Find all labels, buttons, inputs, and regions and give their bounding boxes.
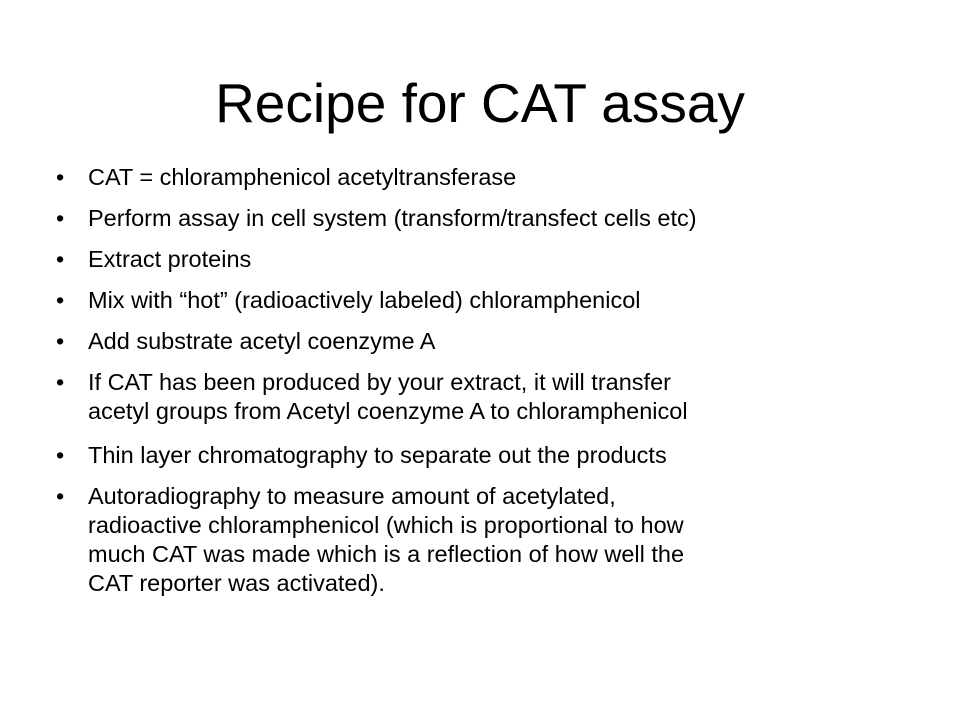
bullet-item (56, 327, 936, 356)
bullet-icon: • (56, 287, 65, 313)
bullet-text: Add substrate acetyl coenzyme A (88, 328, 436, 354)
bullet-text: Thin layer chromatography to separate out the products (88, 442, 667, 468)
bullet-icon: • (56, 442, 65, 468)
bullet-text: Extract proteins (88, 246, 252, 272)
bullet-icon: • (56, 483, 65, 509)
bullet-icon: • (56, 369, 65, 395)
bullet-item (56, 204, 936, 233)
bullet-icon: • (56, 205, 65, 231)
slide-title: Recipe for CAT assay (215, 72, 745, 134)
bullet-text: CAT = chloramphenicol acetyltransferase (88, 164, 517, 190)
bullet-icon: • (56, 246, 65, 272)
bullet-text: If CAT has been produced by your extract, it will transfer acetyl groups from Acetyl coenzyme A to chloramphenicol (88, 369, 688, 424)
bullet-item (56, 441, 936, 470)
bullet-icon: • (56, 328, 65, 354)
bullet-item (56, 163, 936, 192)
bullet-item (56, 286, 936, 315)
bullet-item (56, 245, 936, 274)
bullet-item (56, 482, 936, 598)
bullet-icon: • (56, 164, 65, 190)
bullet-text: Perform assay in cell system (transform/transfect cells etc) (88, 205, 697, 231)
bullet-item (56, 368, 936, 426)
bullet-text: Mix with “hot” (radioactively labeled) chloramphenicol (88, 287, 641, 313)
bullet-list (56, 163, 936, 613)
bullet-text: Autoradiography to measure amount of acetylated, radioactive chloramphenicol (which is proportional to how much CAT was made which is a reflection of how well the CAT reporter was activated). (88, 483, 685, 596)
